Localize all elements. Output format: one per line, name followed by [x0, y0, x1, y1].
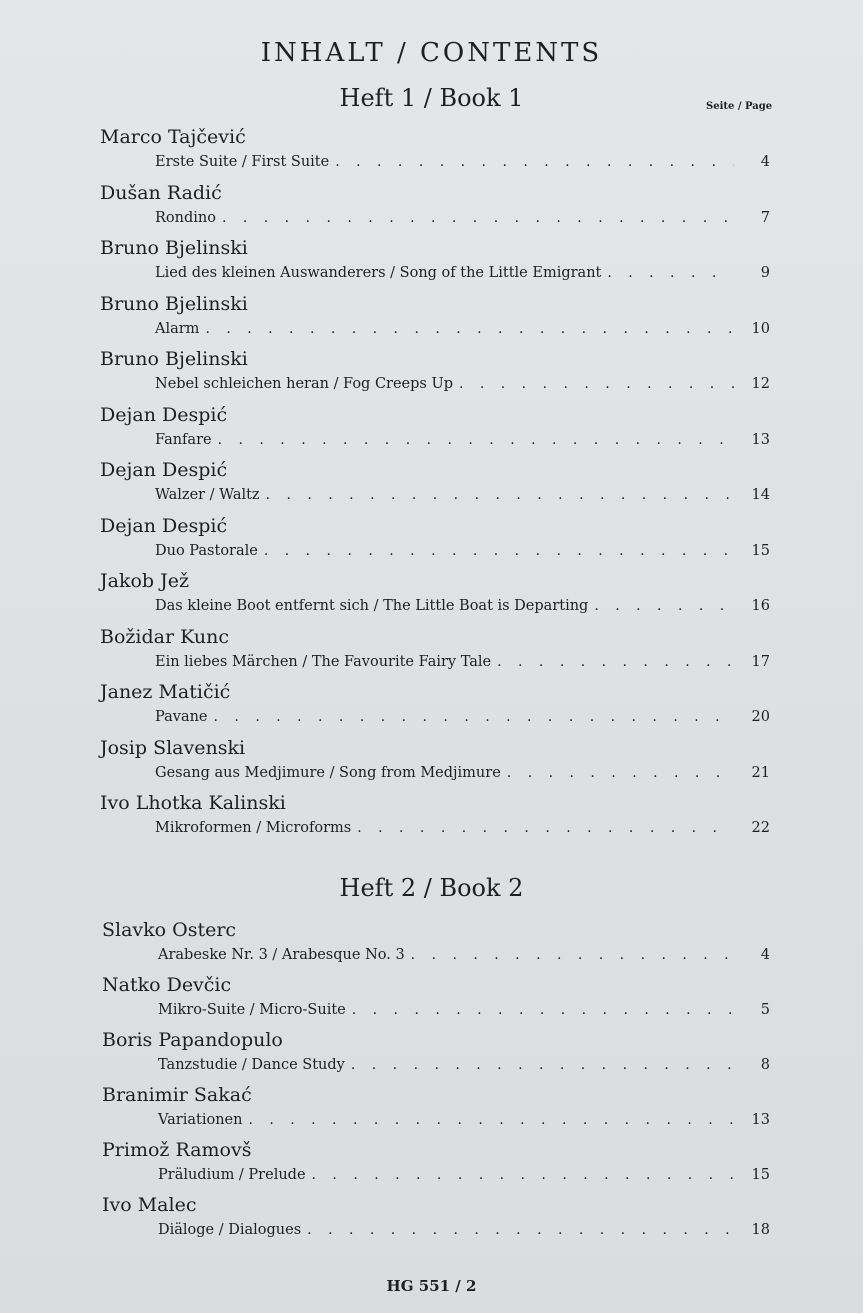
- composer-name: Jakob Jež: [100, 570, 189, 592]
- page-number: 4: [760, 947, 770, 963]
- work-line: [155, 820, 770, 840]
- contents-entry: [0, 293, 863, 348]
- composer-name: Bruno Bjelinski: [100, 237, 248, 259]
- work-title: Gesang aus Medjimure / Song from Medjimure: [155, 764, 501, 781]
- composer-name: Bruno Bjelinski: [100, 348, 248, 370]
- contents-entry: [0, 126, 863, 181]
- work-line: [158, 1002, 770, 1022]
- dot-leader: [205, 321, 734, 337]
- dot-leader: [459, 376, 734, 392]
- composer-name: Josip Slavenski: [100, 736, 246, 759]
- dot-leader: [411, 947, 734, 963]
- work-title: Walzer / Waltz: [155, 487, 260, 503]
- work-title: Das kleine Boot entfernt sich / The Little Boat is Departing: [155, 598, 589, 614]
- work-line: [158, 1167, 770, 1187]
- composer-name: Branimir Sakać: [102, 1084, 252, 1106]
- work-title: Mikroformen / Microforms: [155, 820, 352, 836]
- work-title: Tanzstudie / Dance Study: [158, 1057, 345, 1073]
- page-number: 7: [760, 209, 770, 226]
- work-line: [155, 321, 770, 341]
- dot-leader: [248, 1112, 734, 1128]
- composer-name: Natko Devčic: [102, 974, 232, 996]
- dot-leader: [507, 765, 734, 781]
- page-column-label: Seite / Page: [706, 101, 773, 112]
- page-number: 14: [751, 487, 770, 503]
- page-title: INHALT / CONTENTS: [260, 38, 603, 68]
- dot-leader: [352, 1002, 734, 1018]
- composer-name: Primož Ramovš: [102, 1139, 252, 1161]
- composer-name: Ivo Malec: [102, 1194, 197, 1216]
- composer-name: Božidar Kunc: [100, 625, 229, 648]
- composer-name: Bruno Bjelinski: [100, 292, 248, 315]
- work-title: Rondino: [155, 209, 216, 226]
- dot-leader: [266, 487, 734, 503]
- work-line: [155, 154, 770, 174]
- composer-name: Janez Matičić: [100, 681, 231, 703]
- dot-leader: [214, 709, 734, 725]
- contents-entry: [0, 182, 863, 237]
- work-title: Erste Suite / First Suite: [155, 154, 330, 170]
- composer-name: Marco Tajčević: [100, 126, 246, 148]
- work-title: Variationen: [158, 1112, 243, 1128]
- page-number: 10: [751, 320, 770, 337]
- work-title: Mikro-Suite / Micro-Suite: [158, 1002, 346, 1018]
- contents-entry: [0, 919, 863, 974]
- dot-leader: [218, 432, 734, 448]
- dot-leader: [497, 654, 734, 670]
- work-title: Duo Pastorale: [155, 542, 258, 559]
- dot-leader: [357, 820, 734, 836]
- page-number: 5: [760, 1002, 770, 1018]
- work-line: [158, 947, 770, 967]
- book-1-heading: Heft 1 / Book 1: [339, 84, 524, 112]
- contents-entry: [0, 974, 863, 1029]
- work-title: Nebel schleichen heran / Fog Creeps Up: [155, 376, 453, 392]
- contents-entry: [0, 404, 863, 459]
- page-number: 15: [751, 1167, 770, 1183]
- page-number: 20: [751, 709, 770, 725]
- work-line: [155, 543, 770, 563]
- dot-leader: [351, 1057, 734, 1073]
- contents-entry: [0, 1029, 863, 1084]
- composer-name: Dejan Despić: [100, 514, 228, 537]
- composer-name: Ivo Lhotka Kalinski: [100, 792, 286, 814]
- page-number: 8: [760, 1057, 770, 1073]
- work-title: Arabeske Nr. 3 / Arabesque No. 3: [158, 947, 405, 963]
- page-number: 13: [751, 431, 770, 448]
- page-number: 18: [751, 1222, 770, 1238]
- dot-leader: [222, 210, 734, 226]
- page-number: 21: [751, 764, 770, 781]
- work-line: [155, 765, 770, 785]
- work-title: Diäloge / Dialogues: [158, 1222, 302, 1238]
- dot-leader: [307, 1222, 734, 1238]
- dot-leader: [335, 154, 734, 170]
- work-line: [155, 487, 770, 507]
- dot-leader: [594, 598, 734, 614]
- page-number: 12: [751, 376, 770, 392]
- composer-name: Boris Papandopulo: [102, 1029, 283, 1051]
- work-title: Präludium / Prelude: [158, 1167, 306, 1183]
- dot-leader: [312, 1167, 734, 1183]
- contents-entry: [0, 737, 863, 792]
- contents-entry: [0, 626, 863, 681]
- contents-entry: [0, 681, 863, 736]
- work-line: [155, 210, 770, 230]
- work-title: Ein liebes Märchen / The Favourite Fairy Tale: [155, 653, 492, 670]
- work-title: Fanfare: [155, 431, 212, 448]
- page-number: 17: [751, 653, 770, 670]
- catalog-number: HG 551 / 2: [386, 1277, 477, 1295]
- page-number: 22: [751, 820, 770, 836]
- work-line: [158, 1222, 770, 1242]
- composer-name: Dejan Despić: [100, 459, 228, 481]
- composer-name: Slavko Osterc: [102, 919, 237, 941]
- dot-leader: [264, 543, 734, 559]
- page-number: 4: [760, 154, 770, 170]
- contents-entry: [0, 515, 863, 570]
- contents-entry: [0, 348, 863, 403]
- work-title: Alarm: [155, 320, 200, 337]
- work-line: [155, 654, 770, 674]
- contents-entry: [0, 1194, 863, 1249]
- work-line: [158, 1057, 770, 1077]
- contents-entry: [0, 792, 863, 847]
- work-line: [155, 376, 770, 396]
- work-title: Pavane: [155, 709, 208, 725]
- work-line: [155, 432, 770, 452]
- contents-entry: [0, 237, 863, 292]
- work-title: Lied des kleinen Auswanderers / Song of the Little Emigrant: [155, 265, 602, 281]
- contents-entry: [0, 1139, 863, 1194]
- contents-entry: [0, 570, 863, 625]
- composer-name: Dejan Despić: [100, 403, 228, 426]
- page-number: 16: [751, 598, 770, 614]
- work-line: [158, 1112, 770, 1132]
- work-line: [155, 709, 770, 729]
- work-line: [155, 598, 770, 618]
- composer-name: Dušan Radić: [100, 181, 222, 204]
- work-line: [155, 265, 770, 285]
- page-number: 9: [760, 265, 770, 281]
- contents-entry: [0, 1084, 863, 1139]
- page-number: 15: [751, 542, 770, 559]
- contents-entry: [0, 459, 863, 514]
- page-number: 13: [751, 1112, 770, 1128]
- dot-leader: [607, 265, 734, 281]
- book-2-heading: Heft 2 / Book 2: [339, 874, 524, 902]
